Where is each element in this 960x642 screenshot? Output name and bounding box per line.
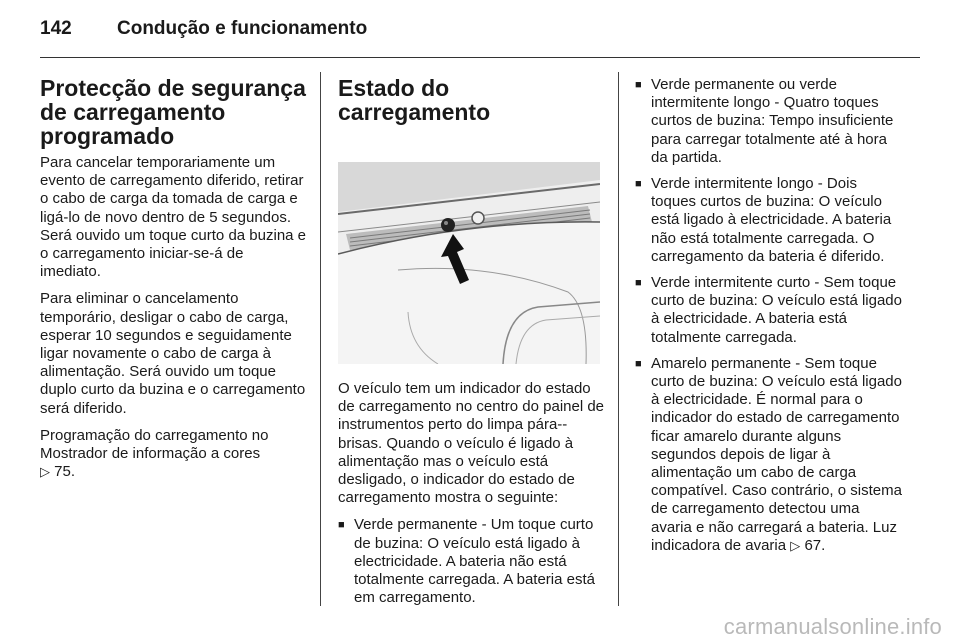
paragraph-eliminate: Para eliminar o cancelamento temporário, desligar o cabo de carga, esperar 10 segundos e seguidamente ligar novamente o cabo de carga à alimentação. Será ouvido um toque duplo curto da buzina e o carregamento será diferido. bbox=[40, 290, 306, 417]
page-header bbox=[40, 18, 920, 46]
column-divider-1 bbox=[320, 72, 321, 606]
charge-status-list-a bbox=[338, 516, 604, 607]
header-rule bbox=[40, 57, 920, 58]
list-item bbox=[635, 355, 903, 555]
charge-status-list-b bbox=[635, 76, 903, 555]
page-reference-link[interactable]: 67. bbox=[804, 536, 826, 554]
cross-reference-icon: ▷ bbox=[40, 464, 50, 480]
page-number: 142 bbox=[40, 18, 72, 39]
paragraph-programming bbox=[40, 427, 306, 482]
watermark: carmanualsonline.info bbox=[723, 614, 942, 639]
paragraph-cancel: Para cancelar temporariamente um evento de carregamento diferido, retirar o cabo de carga da tomada de carga e ligá-lo de novo dentro de 5 segundos. Será ouvido um toque curto da buzina e o carregamento iniciar-se-á de imediato. bbox=[40, 154, 307, 281]
column-1 bbox=[40, 76, 306, 490]
column-divider-2 bbox=[618, 72, 619, 606]
list-item: ■ Verde permanente ou verde intermitente longo - Quatro toques curtos de buzina: Tempo insuficiente para carregar totalmente até à hora da partida. bbox=[635, 76, 903, 167]
section-heading-safety: Protecção de segurança de carregamento programado bbox=[40, 75, 306, 149]
amber-status-text: Amarelo permanente - Sem toque curto de buzina: O veículo está ligado à electricidade. É normal para o indicador do estado de carregamento ficar amarelo durante alguns segundos depois de ligar à alimentação um cabo de carga compatível. Caso contrário, o sistema de carregamento detectou uma avaria e não carregará a bateria. Luz indicadora de avaria bbox=[651, 354, 902, 554]
list-item: ■ Verde intermitente longo - Dois toques curtos de buzina: O veículo está ligado à electricidade. A bateria não está totalmente carregada. O carregamento da bateria é diferido. bbox=[635, 175, 903, 266]
list-item: ■ Verde permanente - Um toque curto de buzina: O veículo está ligado à electricidade. A bateria não está totalmente carregada. A bateria está em carregamento. bbox=[338, 516, 604, 607]
paragraph-charge-intro: O veículo tem um indicador do estado de carregamento no centro do painel de instrumentos perto do limpa pára--brisas. Quando o veículo é ligado à alimentação mas o veículo está desligado, o indicador do estado de carregamento mostra o seguinte: bbox=[338, 380, 605, 507]
column-3 bbox=[635, 76, 903, 563]
section-heading-charge-status: Estado do carregamento bbox=[338, 75, 491, 125]
list-item: ■ Verde intermitente curto - Sem toque curto de buzina: O veículo está ligado à electricidade. A bateria está totalmente carregada. bbox=[635, 274, 903, 347]
programming-text: Programação do carregamento no Mostrador de informação a cores bbox=[40, 426, 269, 463]
chapter-title: Condução e funcionamento bbox=[117, 18, 368, 39]
dashboard-charge-indicator-illustration bbox=[338, 162, 600, 364]
page-reference-link[interactable]: 75. bbox=[54, 463, 76, 481]
cross-reference-icon: ▷ bbox=[790, 537, 801, 553]
column-2 bbox=[338, 76, 604, 615]
